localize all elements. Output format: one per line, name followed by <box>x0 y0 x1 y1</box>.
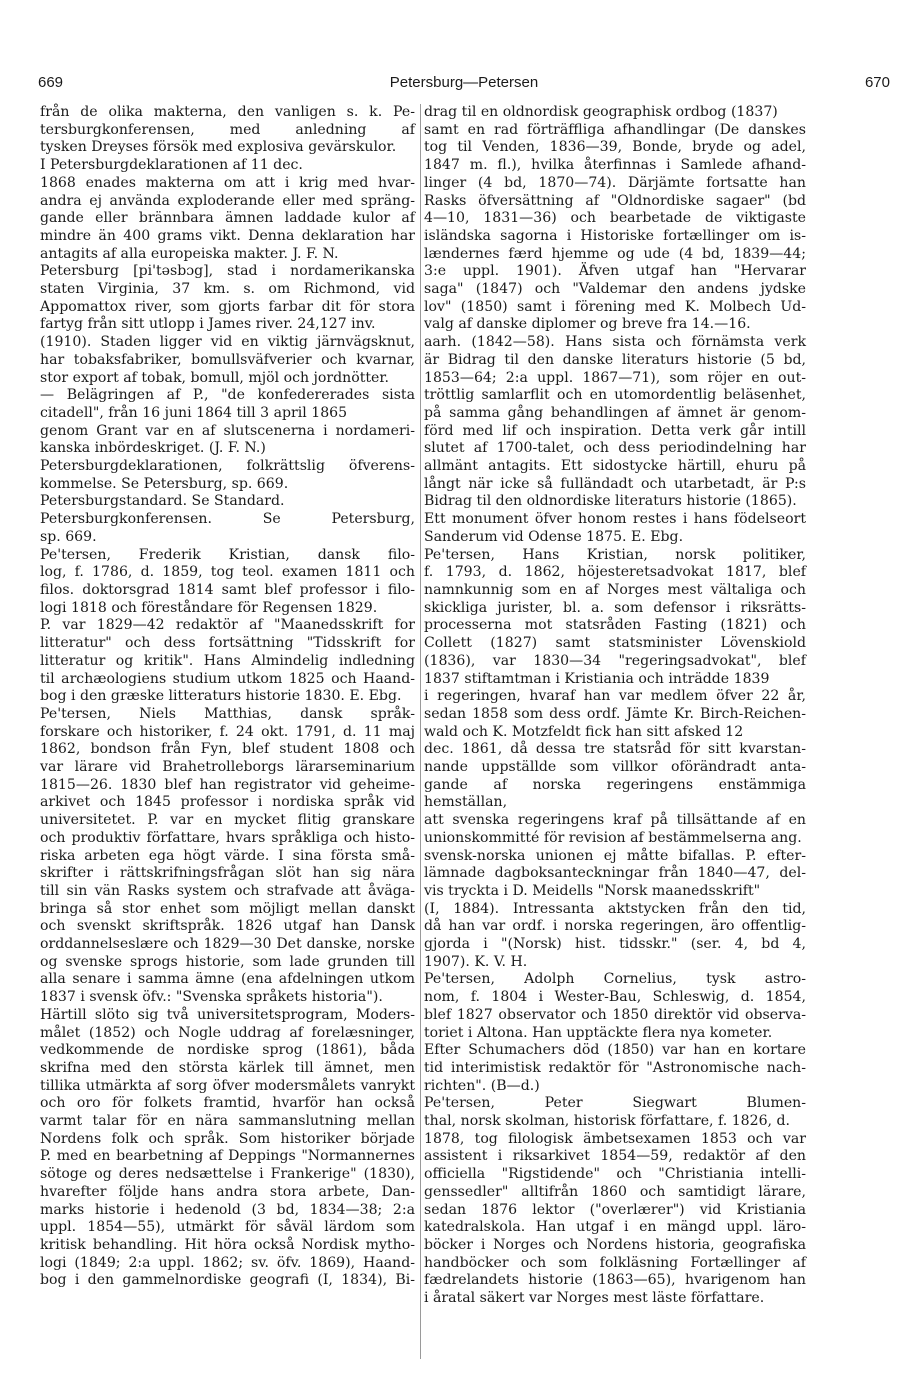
text-line: 4—10, 1831—36) och bearbetade de viktigaste <box>424 210 806 227</box>
text-line: tog til Venden, 1836—39, Bonde, bryde og adel, <box>424 139 806 156</box>
text-line: wald och K. Motzfeldt fick han sitt afsked 12 <box>424 723 744 740</box>
text-line: i åratal säkert var Norges mest läste författare. <box>424 1290 765 1307</box>
text-line: gande eller brännbara ämnen laddade kulor af <box>40 210 415 227</box>
text-line: gande af norska regeringens enstämmiga hemställan, <box>424 776 806 811</box>
text-line: Bidrag til den oldnordiske literaturs historie (1865). <box>424 493 797 510</box>
text-line: 1868 enades makterna om att i krig med hvar- <box>40 174 415 191</box>
text-line: slutet af 1700-talet, och dess periodindelning har <box>424 440 806 457</box>
text-line: Petersburgdeklarationen, folkrättslig öfverens- <box>40 458 415 475</box>
text-line: handböcker och som folkläsning Fortællinger af <box>424 1254 806 1271</box>
text-line: orddannelseslære och 1829—30 Det danske, norske <box>40 936 415 953</box>
text-line: tid interimistisk redaktör för "Astronomische nach- <box>424 1059 806 1076</box>
text-line: hvarefter följde hans andra stora arbete, Dan- <box>40 1183 415 1200</box>
text-line: uppl. 1854—55), utmärkt för såväl lärdom som <box>40 1219 415 1236</box>
text-line: thal, norsk skolman, historisk författare, f. 1826, d. <box>424 1113 791 1130</box>
text-line: andra ej använda exploderande eller med spräng- <box>40 192 415 209</box>
text-line: Nordens folk och språk. Som historiker började <box>40 1130 415 1147</box>
text-line: kritisk behandling. Hit höra också Nordisk mytho- <box>40 1237 415 1253</box>
text-line: fædrelandets historie (1863—65), hvarigenom han <box>424 1272 806 1289</box>
text-line: (1910). Staden ligger vid en viktig järnvägsknut, <box>40 334 415 351</box>
text-line: antagits af alla europeiska makter. J. F. N. <box>40 245 339 262</box>
text-line: drag til en oldnordisk geographisk ordbog (1837) <box>424 104 778 120</box>
text-line: filos. doktorsgrad 1814 samt blef professor i filo- <box>40 581 415 598</box>
text-line: från de olika makterna, den vanligen s. k. Pe- <box>40 104 415 120</box>
text-line: citadell", från 16 juni 1864 till 3 april 1865 <box>40 404 348 421</box>
text-line: forskare och historiker, f. 24 okt. 1791, d. 11 maj <box>40 723 415 740</box>
text-line: till sin vän Rasks system och strafvade att åväga- <box>40 882 415 899</box>
text-line: aarh. (1842—58). Hans sista och förnämsta verk <box>424 334 806 351</box>
text-line: 1878, tog filologisk ämbetsexamen 1853 och var <box>424 1130 806 1147</box>
right-page-number: 670 <box>864 74 890 91</box>
text-line: sedan 1876 lektor ("overlærer") vid Kristiania <box>424 1201 806 1218</box>
left-text-column <box>40 104 415 1290</box>
text-line: 1907). K. V. H. <box>424 953 528 970</box>
text-line: f. 1793, d. 1862, höjesteretsadvokat 1817, blef <box>424 564 806 581</box>
text-line: mindre än 400 grams vikt. Denna deklaration har <box>40 227 415 244</box>
text-line: Pe'tersen, Frederik Kristian, dansk filo- <box>40 546 415 563</box>
text-line: genssedler" alltifrån 1860 och samtidigt lärare, <box>424 1183 806 1200</box>
text-line: bog i den gammelnordiske geografi (I, 1834), Bi- <box>40 1272 415 1289</box>
text-line: stor export af tobak, bomull, mjöl och jordnötter. <box>40 369 390 386</box>
text-line: kommelse. Se Petersburg, sp. 669. <box>40 475 289 492</box>
text-line: logi 1818 och föreståndare för Regensen 1829. <box>40 599 378 616</box>
text-line: saga" (1847) och "Valdemar den andens jydske <box>424 281 806 298</box>
text-line: nom, f. 1804 i Wester-Bau, Schleswig, d. 1854, <box>424 989 806 1006</box>
text-line: linger (4 bd, 1870—74). Därjämte fortsatte han <box>424 174 806 191</box>
text-line: sedan 1858 som dess ordf. Jämte Kr. Birch-Reichen- <box>424 705 806 722</box>
text-line: arkivet och 1845 professor i nordiska språk vid <box>40 794 415 811</box>
text-line: var lärare vid Brahetrolleborgs lärarseminarium <box>40 759 415 776</box>
text-line: Rasks öfversättning af "Oldnordiske sagaer" (bd <box>424 192 806 209</box>
text-line: lämnade dagboksanteckningar från 1840—47, del- <box>424 865 806 882</box>
text-line: samt en rad förträffliga afhandlingar (De danskes <box>424 121 806 138</box>
text-line: 1837 i svensk öfv.: "Svenska språkets historia"). <box>40 989 383 1006</box>
text-line: (I, 1884). Intressanta aktstycken från den tid, <box>424 900 806 917</box>
text-line: Efter Schumachers död (1850) var han en kortare <box>424 1042 806 1059</box>
text-line: skrifna med den största kärlek till ämnet, men <box>40 1059 415 1076</box>
text-line: isländska sagorna i Historiske fortællinger om is- <box>424 227 806 244</box>
text-line: har tobaksfabriker, bomullsväfverier och kvarnar, <box>40 351 415 368</box>
text-line: Pe'tersen, Adolph Cornelius, tysk astro- <box>424 971 806 988</box>
text-line: litteratur" och dess fortsättning "Tidsskrift for <box>40 635 415 652</box>
text-line: P. var 1829—42 redaktör af "Maanedsskrift for <box>40 617 415 634</box>
column-divider <box>420 104 421 1359</box>
text-line: unionskommitté för revision af bestämmelserna ang. <box>424 829 802 846</box>
text-line: varmt talar för en nära sammanslutning mellan <box>40 1113 415 1130</box>
text-line: 1847 m. fl.), hvilka återfinnas i Samlede afhand- <box>424 157 806 174</box>
running-title: Petersburg—Petersen <box>389 74 539 91</box>
text-line: sötoge og deres nedsættelse i Frankerige" (1830), <box>40 1166 415 1183</box>
text-line: alla senare i samma ämne (ena afdelningen utkom <box>40 971 415 988</box>
text-line: Ett monument öfver honom restes i hans födelseort <box>424 511 806 528</box>
text-line: litteratur og kritik". Hans Almindelig indledning <box>40 652 415 669</box>
text-line: Pe'tersen, Niels Matthias, dansk språk- <box>40 705 415 722</box>
text-line: logi (1849; 2:a uppl. 1862; sv. öfv. 1869), Haand- <box>40 1254 415 1271</box>
text-line: assistent i riksarkivet 1854—59, redaktör af den <box>424 1148 806 1165</box>
text-line: skrifter i rättskrifningsfrågan slöt han sig nära <box>40 865 415 882</box>
text-line: valg af danske diplomer og breve fra 14.—16. <box>424 316 751 333</box>
text-line: fartyg från sitt utlopp i James river. 24,127 inv. <box>40 316 376 333</box>
text-line: richten". (B—d.) <box>424 1077 540 1094</box>
text-line: Sanderum vid Odense 1875. E. Ebg. <box>424 528 684 545</box>
text-line: och oro för folkets framtid, hvarför han också <box>40 1095 415 1112</box>
text-line: namnkunnig som en af Norges mest vältaliga och <box>424 581 806 598</box>
text-line: är Bidrag til den danske literaturs historie (5 bd, <box>424 351 806 368</box>
text-line: Härtill slöto sig två universitetsprogram, Moders- <box>40 1006 415 1023</box>
text-line: kanska inbördeskriget. (J. F. N.) <box>40 440 266 457</box>
text-line: Pe'tersen, Peter Siegwart Blumen- <box>424 1095 806 1112</box>
text-line: Collett (1827) samt statsminister Lövenskiold <box>424 635 806 652</box>
text-line: tysken Dreyses försök med explosiva gevärskulor. <box>40 139 397 156</box>
text-line: vedkommende de nordiske sprog (1861), båda <box>40 1042 415 1059</box>
text-line: tröttlig samlarflit och en utomordentlig beläsenhet, <box>424 387 806 404</box>
text-line: sp. 669. <box>40 528 97 545</box>
text-line: målet (1852) och Nogle uddrag af forelæsninger, <box>40 1024 415 1041</box>
text-line: och produktiv författare, hvars språkliga och histo- <box>40 829 415 846</box>
text-line: och svenskt skriftspråk. 1826 utgaf han Dansk <box>40 918 415 935</box>
text-line: lændernes færd hjemme og ude (4 bd, 1839—44; <box>424 245 806 262</box>
text-line: nande uppställde som villkor oförändradt anta- <box>424 759 806 776</box>
text-line: riska arbeten ega högt värde. I sina första små- <box>40 847 415 864</box>
text-line: 3:e uppl. 1901). Äfven utgaf han "Hervarar <box>424 263 806 280</box>
text-line: bog i den græske litteraturs historie 1830. E. Ebg. <box>40 688 402 705</box>
text-line: på samma gång behandlingen af ämnet är genom- <box>424 404 806 421</box>
text-line: officiella "Rigstidende" och "Christiania intelli- <box>424 1166 806 1183</box>
text-line: til archæologiens studium utkom 1825 och Haand- <box>40 670 415 687</box>
text-line: Petersburgstandard. Se Standard. <box>40 493 285 510</box>
text-line: universitetet. P. var en mycket flitig granskare <box>40 812 415 829</box>
text-line: böcker i Norges och Nordens historia, geografiska <box>424 1237 806 1253</box>
text-line: tillika utmärkta af sorg öfver modersmålets vanrykt <box>40 1077 415 1094</box>
text-line: — Belägringen af P., "de konfedererades sista <box>40 387 415 404</box>
text-line: förd med lif och inspiration. Detta verk går intill <box>424 422 806 439</box>
text-line: 1815—26. 1830 blef han registrator vid geheime- <box>40 776 415 793</box>
text-line: blef 1827 observator och 1850 direktör vid observa- <box>424 1006 806 1023</box>
text-line: Petersburgkonferensen. Se Petersburg, <box>40 511 415 528</box>
text-line: svensk-norska unionen ej måtte bifallas. P. efter- <box>424 847 806 864</box>
text-line: lov" (1850) samt i förening med K. Molbech Ud- <box>424 298 806 315</box>
text-line: långt när icke så fulländadt och utarbetadt, är P:s <box>424 475 806 492</box>
text-line: toriet i Altona. Han upptäckte flera nya kometer. <box>424 1024 773 1041</box>
text-line: tersburgkonferensen, med anledning af <box>40 121 415 138</box>
text-line: Appomattox river, som gjorts farbar dit för stora <box>40 298 415 315</box>
text-line: 1837 stiftamtman i Kristiania och inträdde 1839 <box>424 670 770 687</box>
text-line: bringa så stor enhet som möjligt mellan danskt <box>40 900 415 917</box>
text-line: katedralskola. Han utgaf i en mängd uppl. läro- <box>424 1219 806 1236</box>
text-line: då han var ordf. i norska regeringen, äro offentlig- <box>424 918 806 935</box>
right-text-column <box>424 104 806 1308</box>
text-line: 1862, bondson från Fyn, blef student 1808 och <box>40 741 415 758</box>
text-line: P. med en bearbetning af Deppings "Normannernes <box>40 1148 415 1165</box>
text-line: processerna mot statsråden Fasting (1821) och <box>424 617 806 634</box>
text-line: gjorda i "(Norsk) hist. tidsskr." (ser. 4, bd 4, <box>424 936 806 953</box>
text-line: allmänt antagits. Ett sidostycke härtill, ehuru på <box>424 458 806 475</box>
text-line: staten Virginia, 37 km. s. om Richmond, vid <box>40 281 415 298</box>
text-line: i regeringen, hvaraf han var medlem öfver 22 år, <box>424 688 806 705</box>
text-line: Petersburg [pi'təsbɔg], stad i nordamerikanska <box>40 263 415 280</box>
text-line: og svenske sprogs historie, som lade grunden till <box>40 953 415 970</box>
text-line: dec. 1861, då dessa tre statsråd för sitt kvarstan- <box>424 741 806 758</box>
text-line: 1853—64; 2:a uppl. 1867—71), som röjer en out- <box>424 369 806 386</box>
text-line: genom Grant var en af slutscenerna i nordameri- <box>40 422 415 439</box>
left-page-number: 669 <box>38 74 64 91</box>
text-line: Pe'tersen, Hans Kristian, norsk politiker, <box>424 546 806 563</box>
text-line: marks historie i hedenold (3 bd, 1834—38; 2:a <box>40 1201 415 1218</box>
text-line: (1836), var 1830—34 "regeringsadvokat", blef <box>424 652 806 669</box>
page-header <box>38 70 890 96</box>
text-line: skickliga jurister, bl. a. som defensor i riksrätts- <box>424 599 806 616</box>
text-line: log, f. 1786, d. 1859, tog teol. examen 1811 och <box>40 564 415 581</box>
text-line: I Petersburgdeklarationen af 11 dec. <box>40 157 303 174</box>
text-line: att svenska regeringens kraf på tillsättande af en <box>424 812 806 829</box>
text-line: vis tryckta i D. Meidells "Norsk maanedsskrift" <box>424 882 761 899</box>
